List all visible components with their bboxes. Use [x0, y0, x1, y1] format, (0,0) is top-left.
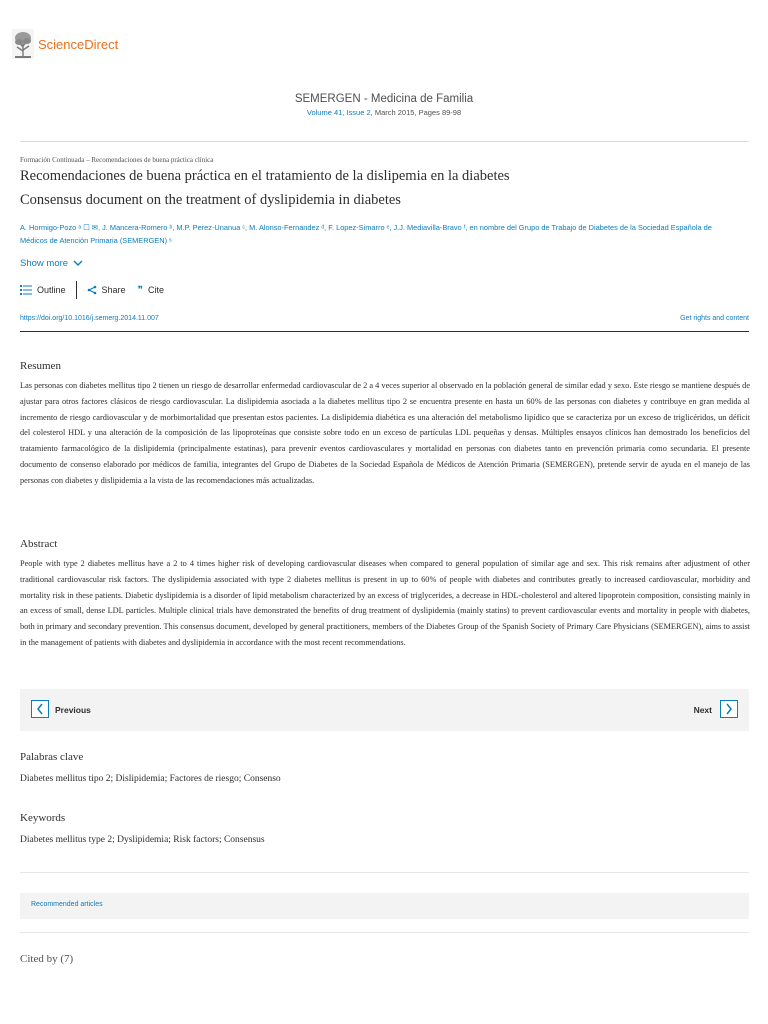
abstract-heading: Abstract — [20, 538, 58, 550]
outline-button[interactable] — [20, 285, 66, 295]
article-pager — [20, 689, 749, 731]
site-header — [12, 26, 118, 62]
keywords-list: Diabetes mellitus type 2; Dyslipidemia; Risk factors; Consensus — [20, 835, 265, 845]
journal-info — [0, 93, 768, 117]
list-icon — [20, 285, 32, 295]
resumen-text: Las personas con diabetes mellitus tipo 2 tienen un riesgo de desarrollar enfermedad cardiovascular de 2 a 4 veces superior al observado en la población general de similar edad y sexo. Este riesgo se mantiene después de ajustar para otros factores clásicos de riesgo cardiovascular. La dislipidemia asociada a la diabetes mellitus tipo 2 se encuentra presente en hasta un 60% de las personas con diabetes y contribuye en gran medida al incremento de riesgo cardiovascular y de morbimortalidad que presentan estos pacientes. La dislipidemia diabética es una alteración del metabolismo lipídico que se caracteriza por un exceso de triglicéridos, un déficit del colesterol HDL y una alteración de la composición de las lipoproteínas que consiste sobre todo en un exceso de partículas LDL pequeñas y densas. Múltiples ensayos clínicos han demostrado los beneficios del tratamiento farmacológico de la dislipidemia (principalmente estatinas), para prevenir eventos cardiovasculares y mortalidad en personas con diabetes tanto en prevención primaria como secundaria. El presente documento de consenso elaborado por médicos de familia, integrantes del Grupo de Diabetes de la Sociedad Española de Médicos de Atención Primaria (SEMERGEN), pretende servir de ayuda en el manejo de las personas con diabetes y dislipidemia a la vista de las recomendaciones más actualizadas. — [20, 381, 750, 485]
keywords-heading: Keywords — [20, 812, 66, 824]
show-more-label: Show more — [20, 258, 69, 269]
author-list — [20, 221, 750, 247]
cited-by-heading[interactable]: Cited by (7) — [20, 953, 74, 965]
date-pages: March 2015, Pages 89-98 — [372, 108, 462, 117]
next-label[interactable]: Next — [693, 705, 712, 715]
article-title-es: Recomendaciones de buena práctica en el tratamiento de la dislipemia en la diabetes — [20, 168, 510, 184]
cite-label: Cite — [147, 285, 164, 295]
abstract-text: People with type 2 diabetes mellitus have a 2 to 4 times higher risk of developing cardiovascular diseases when compared to general population of similar age and sex. This risk remains after adjustment of other traditional cardiovascular risk factors. The dyslipidemia associated with type 2 diabetes mellitus is present in up to 60% of people with diabetes and contributes greatly to increased cardiovascular, morbidity and mortality risk in these patients. Diabetic dyslipidemia is a disorder of lipid metabolism characterized by an excess of triglycerides, a decrease in HDL-cholesterol and altered lipoprotein composition, consisting mainly in an excess of small, dense LDL particles. Multiple clinical trials have demonstrated the benefits of drug treatment of dyslipidemia (mainly statins) to prevent cardiovascular events and mortality in people with diabetes, both in primary and secondary prevention. This consensus document, developed by general practitioners, members of the Diabetes Group of the Spanish Society of Primary Care Physicians (SEMERGEN), aims to assist in the management of patients with diabetes and dyslipidemia in accordance with the most recent recommendations. — [20, 559, 750, 647]
palabras-clave-list: Diabetes mellitus tipo 2; Dislipidemia; Factores de riesgo; Consenso — [20, 774, 281, 784]
share-label: Share — [101, 285, 126, 295]
article-toolbar — [20, 281, 164, 299]
outline-label: Outline — [37, 285, 66, 295]
article-type: Formación Continuada – Recomendaciones de buena práctica clínica — [20, 156, 214, 164]
rights-link[interactable]: Get rights and content — [680, 315, 749, 322]
resumen-heading: Resumen — [20, 360, 61, 372]
previous-label[interactable]: Previous — [55, 705, 91, 715]
authors-line-2[interactable]: Médicos de Atención Primaria (SEMERGEN) ˢ — [20, 236, 172, 245]
divider — [20, 141, 749, 142]
toolbar-divider — [76, 281, 77, 299]
doi-row — [20, 307, 749, 332]
chevron-down-icon — [73, 260, 83, 267]
sciencedirect-logo[interactable]: ScienceDirect — [38, 36, 119, 52]
show-more-button[interactable] — [20, 258, 83, 269]
chevron-right-icon — [725, 703, 733, 715]
journal-title[interactable]: SEMERGEN - Medicina de Familia — [294, 93, 474, 105]
cite-button[interactable] — [138, 285, 164, 296]
recommended-articles-panel[interactable] — [20, 893, 749, 919]
recommended-articles-label[interactable]: Recommended articles — [31, 901, 103, 908]
authors-line-1[interactable]: A. Hormigo-Pozo ᵃ ☐ ✉, J. Mancera-Romero ᵇ, M.P. Perez-Unanua ᶜ, M. Alonso-Fernandez ᵈ, F. Lopez-Simarro ᵉ, J.J. Mediavilla-Bravo ᶠ, en nombre del Grupo de Trabajo de Diabetes de la Sociedad Española de — [20, 223, 712, 232]
article-title-en: Consensus document on the treatment of dyslipidemia in diabetes — [20, 192, 401, 208]
volume-issue-link[interactable]: Volume 41, Issue 2, — [306, 108, 373, 117]
divider — [20, 872, 749, 873]
journal-meta — [0, 108, 768, 117]
palabras-clave-heading: Palabras clave — [20, 751, 84, 763]
quote-icon: ❞ — [137, 284, 143, 296]
divider — [20, 932, 749, 933]
elsevier-tree-icon[interactable] — [12, 29, 34, 59]
doi-link[interactable]: https://doi.org/10.1016/j.semerg.2014.11.007 — [20, 315, 159, 322]
previous-button[interactable] — [31, 700, 49, 718]
chevron-left-icon — [36, 703, 44, 715]
share-button[interactable] — [87, 285, 126, 295]
next-button[interactable] — [720, 700, 738, 718]
share-icon — [87, 285, 97, 295]
